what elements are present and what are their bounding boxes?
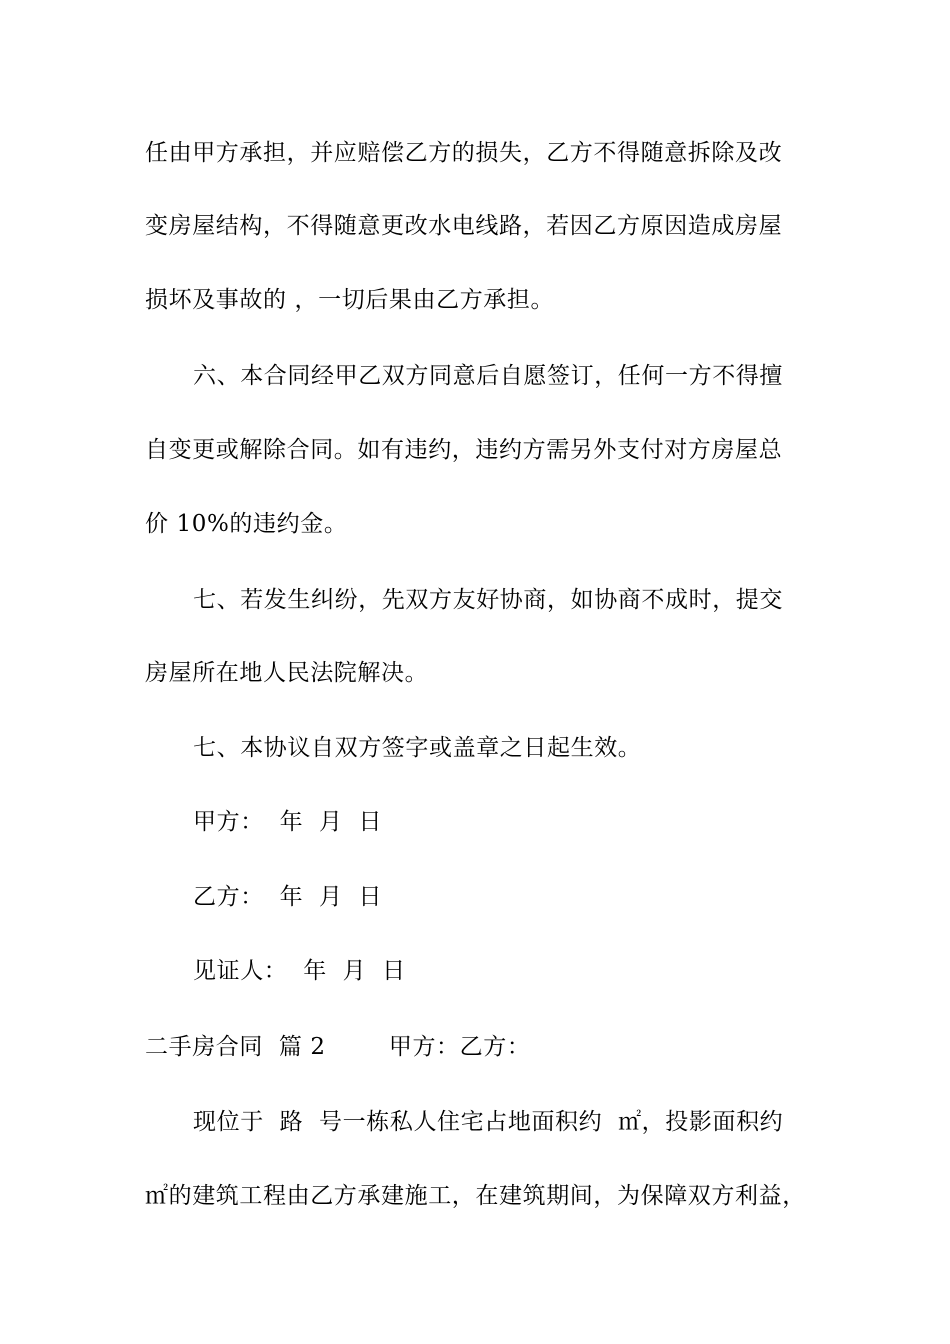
clause-effective-line: 七、本协议自双方签字或盖章之日起生效。 xyxy=(193,735,642,761)
paragraph-line: 变房屋结构，不得随意更改水电线路，若因乙方原因造成房屋 xyxy=(145,213,783,239)
paragraph-line: 损坏及事故的 ，一切后果由乙方承担。 xyxy=(145,287,555,313)
party-a-signature-line: 甲方： 年 月 日 xyxy=(193,809,383,835)
paragraph-line: 价 10%的违约金。 xyxy=(145,511,348,537)
clause-six-line: 六、本合同经甲乙双方同意后自愿签订，任何一方不得擅 xyxy=(193,363,783,389)
clause-seven-line: 七、若发生纠纷，先双方友好协商，如协商不成时，提交 xyxy=(193,587,783,613)
section-heading: 二手房合同 篇 2 甲方：乙方： xyxy=(145,1034,531,1060)
witness-signature-line: 见证人： 年 月 日 xyxy=(193,958,406,984)
paragraph-line: 房屋所在地人民法院解决。 xyxy=(145,660,429,686)
paragraph-line: 自变更或解除合同。如有违约，违约方需另外支付对方房屋总 xyxy=(145,437,783,463)
paragraph-line: 现位于 路 号一栋私人住宅占地面积约 ㎡，投影面积约 xyxy=(193,1109,784,1135)
party-b-signature-line: 乙方： 年 月 日 xyxy=(193,884,383,910)
paragraph-line: ㎡的建筑工程由乙方承建施工，在建筑期间，为保障双方利益， xyxy=(145,1183,806,1209)
paragraph-line: 任由甲方承担，并应赔偿乙方的损失，乙方不得随意拆除及改 xyxy=(145,140,783,166)
